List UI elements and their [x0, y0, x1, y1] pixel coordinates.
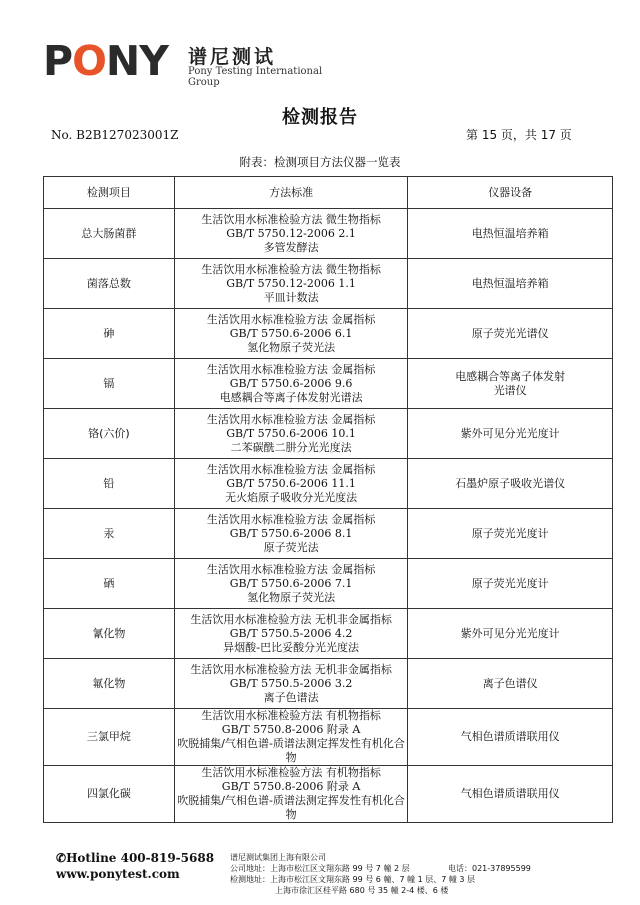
cell-instrument	[408, 609, 613, 659]
method-line: 生活饮用水标准检验方法 金属指标	[206, 362, 376, 376]
page-footer	[0, 846, 640, 901]
cell-instrument	[408, 559, 613, 609]
instrument-line: 原子荧光光谱仪	[471, 326, 549, 340]
method-line: 原子荧光法	[263, 540, 319, 554]
table-row	[44, 609, 613, 659]
instrument-line: 离子色谱仪	[482, 676, 538, 690]
method-line: 生活饮用水标准检验方法 金属指标	[206, 512, 376, 526]
method-line: 氢化物原子荧光法	[247, 590, 336, 604]
table-row	[44, 766, 613, 823]
cell-item: 硒	[44, 559, 175, 609]
cell-method	[174, 559, 408, 609]
cell-instrument	[408, 259, 613, 309]
method-line: 生活饮用水标准检验方法 无机非金属指标	[190, 612, 392, 626]
method-line: GB/T 5750.8-2006 附录 A	[221, 723, 361, 736]
table-row	[44, 209, 613, 259]
logo-wordmark	[43, 38, 168, 84]
table-row	[44, 709, 613, 766]
cell-item: 铬(六价)	[44, 409, 175, 459]
instrument-line: 原子荧光光度计	[471, 526, 549, 540]
method-line: 吹脱捕集/气相色谱-质谱法测定挥发性有机化合物	[177, 737, 405, 764]
logo-letter-p: P	[43, 37, 73, 85]
method-line: 生活饮用水标准检验方法 有机物指标	[201, 709, 381, 722]
cell-item: 四氯化碳	[44, 766, 175, 823]
cell-method	[174, 309, 408, 359]
instrument-line: 原子荧光光度计	[471, 576, 549, 590]
instrument-line: 气相色谱质谱联用仪	[460, 730, 560, 743]
method-line: 生活饮用水标准检验方法 微生物指标	[201, 262, 381, 276]
cell-method	[174, 409, 408, 459]
method-line: 生活饮用水标准检验方法 金属指标	[206, 462, 376, 476]
method-line: 生活饮用水标准检验方法 金属指标	[206, 412, 376, 426]
method-instrument-table	[43, 176, 613, 823]
method-line: GB/T 5750.6-2006 10.1	[226, 426, 356, 440]
cell-method	[174, 709, 408, 766]
table-row	[44, 459, 613, 509]
instrument-line: 气相色谱质谱联用仪	[460, 787, 560, 800]
cell-instrument	[408, 359, 613, 409]
method-line: 生活饮用水标准检验方法 金属指标	[206, 312, 376, 326]
lab-address-1: 检测地址：上海市松江区文翔东路 99 号 6 幢、7 幢 1 层、7 幢 3 层	[230, 875, 476, 884]
report-number: No. B2B127023001Z	[51, 128, 179, 142]
hotline	[56, 851, 214, 865]
page-number: 第 15 页，共 17 页	[466, 128, 572, 142]
method-line: GB/T 5750.12-2006 1.1	[226, 276, 356, 290]
method-line: GB/T 5750.5-2006 4.2	[229, 626, 353, 640]
company-name: 谱尼测试集团上海有限公司	[230, 853, 326, 862]
cell-item: 铅	[44, 459, 175, 509]
table-row	[44, 259, 613, 309]
method-line: GB/T 5750.6-2006 11.1	[226, 476, 356, 490]
cell-instrument	[408, 309, 613, 359]
cell-item: 氰化物	[44, 609, 175, 659]
method-line: 生活饮用水标准检验方法 无机非金属指标	[190, 662, 392, 676]
cell-instrument	[408, 409, 613, 459]
logo-chinese-name: 谱尼测试	[188, 46, 277, 68]
method-line: 吹脱捕集/气相色谱-质谱法测定挥发性有机化合物	[177, 794, 405, 821]
table-row	[44, 509, 613, 559]
instrument-line: 紫外可见分光光度计	[460, 626, 560, 640]
instrument-line: 电热恒温培养箱	[471, 276, 549, 290]
report-title: 检测报告	[282, 107, 358, 128]
method-line: GB/T 5750.6-2006 8.1	[229, 526, 353, 540]
header-method: 方法标准	[174, 177, 408, 209]
method-line: GB/T 5750.6-2006 7.1	[229, 576, 353, 590]
method-line: 离子色谱法	[263, 690, 319, 704]
phone-icon: ✆	[56, 851, 67, 865]
cell-item: 汞	[44, 509, 175, 559]
cell-method	[174, 609, 408, 659]
method-line: 平皿计数法	[263, 290, 319, 304]
cell-method	[174, 659, 408, 709]
cell-method	[174, 459, 408, 509]
instrument-line: 电感耦合等离子体发射	[455, 369, 566, 383]
company-address: 公司地址：上海市松江区文翔东路 99 号 7 幢 2 层	[230, 864, 410, 873]
cell-instrument	[408, 209, 613, 259]
lab-address-2: 上海市徐汇区桂平路 680 号 35 幢 2-4 楼、6 楼	[275, 886, 449, 895]
method-line: GB/T 5750.8-2006 附录 A	[221, 780, 361, 793]
cell-instrument	[408, 459, 613, 509]
company-logo	[43, 37, 343, 88]
header-item: 检测项目	[44, 177, 175, 209]
method-line: 二苯碳酰二肼分光光度法	[230, 440, 352, 454]
instrument-line: 石墨炉原子吸收光谱仪	[455, 476, 566, 490]
method-line: GB/T 5750.12-2006 2.1	[226, 226, 356, 240]
cell-method	[174, 259, 408, 309]
table-row	[44, 559, 613, 609]
method-line: 生活饮用水标准检验方法 金属指标	[206, 562, 376, 576]
cell-method	[174, 509, 408, 559]
cell-method	[174, 359, 408, 409]
cell-instrument	[408, 766, 613, 823]
instrument-line: 光谱仪	[493, 383, 527, 397]
table-row	[44, 659, 613, 709]
table-caption: 附表：检测项目方法仪器一览表	[239, 155, 401, 169]
logo-english-name: Pony Testing International Group	[188, 66, 323, 88]
method-line: 电感耦合等离子体发射光谱法	[219, 390, 363, 404]
cell-item: 总大肠菌群	[44, 209, 175, 259]
cell-item: 菌落总数	[44, 259, 175, 309]
website: www.ponytest.com	[56, 867, 180, 881]
logo-letters-ny: NY	[105, 37, 168, 85]
cell-item: 三氯甲烷	[44, 709, 175, 766]
header-instrument: 仪器设备	[408, 177, 613, 209]
table-header-row	[44, 177, 613, 209]
method-line: 生活饮用水标准检验方法 微生物指标	[201, 212, 381, 226]
table-row	[44, 359, 613, 409]
method-line: GB/T 5750.6-2006 6.1	[229, 326, 353, 340]
cell-instrument	[408, 709, 613, 766]
cell-instrument	[408, 509, 613, 559]
method-line: GB/T 5750.5-2006 3.2	[229, 676, 353, 690]
method-line: 多管发酵法	[263, 240, 319, 254]
method-line: 生活饮用水标准检验方法 有机物指标	[201, 766, 381, 779]
cell-method	[174, 766, 408, 823]
table-row	[44, 309, 613, 359]
instrument-line: 电热恒温培养箱	[471, 226, 549, 240]
instrument-line: 紫外可见分光光度计	[460, 426, 560, 440]
method-line: 异烟酸-巴比妥酸分光光度法	[223, 640, 360, 654]
hotline-text: Hotline 400-819-5688	[66, 851, 215, 865]
method-line: 氢化物原子荧光法	[247, 340, 336, 354]
cell-item: 氟化物	[44, 659, 175, 709]
table-row	[44, 409, 613, 459]
method-line: GB/T 5750.6-2006 9.6	[229, 376, 353, 390]
logo-letter-o: O	[72, 37, 106, 85]
cell-item: 镉	[44, 359, 175, 409]
telephone: 电话：021-37895599	[448, 864, 531, 873]
cell-item: 砷	[44, 309, 175, 359]
cell-method	[174, 209, 408, 259]
method-line: 无火焰原子吸收分光光度法	[225, 490, 358, 504]
cell-instrument	[408, 659, 613, 709]
